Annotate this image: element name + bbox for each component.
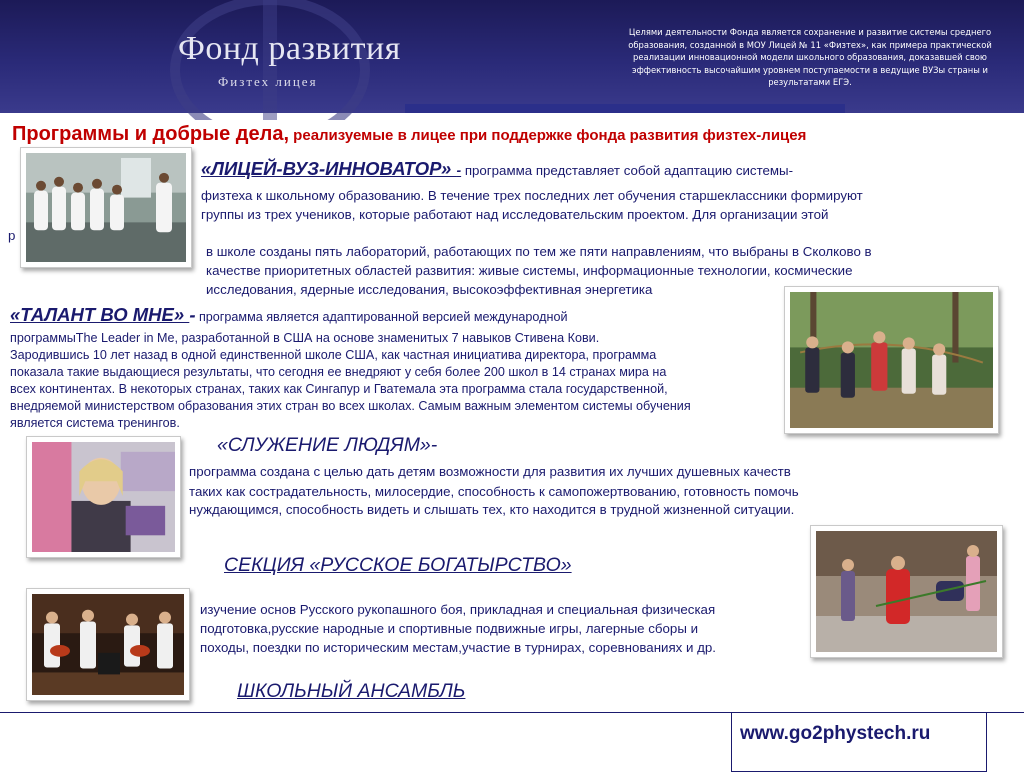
innovator-line-1: программа представляет собой адаптацию системы- [461,163,794,178]
service-dash: - [430,434,438,456]
talent-line-2: Зародившись 10 лет назад в одной единственной школе США, как частная инициатива директора, программа [10,348,657,362]
innovator-line-3: группы из трех учеников, которые работают над исследовательским проектом. Для организации этой [201,207,829,222]
photo-service [26,436,181,558]
bogatyr-image [816,531,997,652]
header-stripe [405,104,845,113]
fund-mission-text: Целями деятельности Фонда является сохранение и развитие системы среднего образования, созданной в МОУ Лицей № 11 «Физтех», как примера практической реализации инновационной модели школьного образования, доказавшей свою эффективность высочайшим уровнем поступаемости в ведущие ВУЗы страны и результатами ЕГЭ. [628,27,992,87]
bogatyr-line-3: походы, поездки по историческим местам,участие в турнирах, соревнованиях и др. [200,640,716,655]
talent-heading: «ТАЛАНТ ВО МНЕ» [10,304,190,325]
photo-ensemble [26,588,190,701]
innovator-heading: «ЛИЦЕЙ-ВУЗ-ИННОВАТОР» [201,158,457,179]
logo-sub-text: Физтех лицея [218,74,318,89]
innovator-line-6: исследования, ядерные исследования, высокоэффективная энергетика [206,282,653,297]
talent-line-5: внедряемой министерством образования этих стран во всех школах. Самым важным элементом системы обучения [10,399,691,413]
service-heading-wrap [217,434,437,457]
ensemble-image [32,594,184,695]
photo-bogatyr [810,525,1003,658]
innovator-line-4: в школе созданы пять лабораторий, работающих по тем же пяти направлениям, что выбраны в Сколково в [206,244,872,259]
fund-logo[interactable] [178,30,418,100]
logo-main-text: Фонд развития [178,30,401,67]
talent-dash: - [189,304,196,325]
talent-block [10,306,568,327]
photo-training-outdoor [784,286,999,434]
service-heading: «СЛУЖЕНИЕ ЛЮДЯМ» [217,434,431,456]
innovator-line-2: физтеха к школьному образованию. В течение трех последних лет обучения старшеклассники формируют [201,188,863,203]
talent-line-6: является система тренингов. [10,416,180,430]
bogatyr-line-2: подготовка,русские народные и спортивные подвижные игры, лагерные сборы и [200,621,699,636]
page-title [12,123,806,146]
header-banner [0,0,1024,113]
website-link-box[interactable] [731,712,987,772]
service-image [32,442,175,552]
innovator-cut-letter: р [8,228,16,243]
talent-line-3: показала такие выдающиеся результаты, что сегодня ее внедряют у себя более 200 школ в 14 странах мира на [10,365,667,379]
talent-line-1: программыThe Leader in Me, разработанной в США на основе знаменитых 7 навыков Стивена Кови. [10,331,600,345]
innovator-line-5: качестве приоритетных областей развития: живые системы, информационные технологии, космические [206,263,853,278]
talent-first-line: программа является адаптированной версией международной [195,310,568,324]
laboratory-image [26,153,186,262]
page-title-rest: реализуемые в лицее при поддержке фонда развития физтех-лицея [289,127,807,144]
website-link[interactable]: www.go2phystech.ru [740,723,931,744]
innovator-block [201,159,793,180]
talent-line-4: всех континентах. В некоторых странах, таких как Сингапур и Гватемала эта программа стала государственной, [10,382,668,396]
service-line-2: таких как сострадательность, милосердие, способность к самопожертвованию, готовность помочь [189,484,799,499]
innovator-dash: - [456,162,462,178]
ensemble-heading: ШКОЛЬНЫЙ АНСАМБЛЬ [237,680,466,702]
service-line-3: нуждающимся, способность видеть и слышать тех, кто находится в трудной жизненной ситуации. [189,502,795,517]
service-line-1: программа создана с целью дать детям возможности для развития их лучших душевных качеств [189,464,791,479]
photo-laboratory [20,147,192,268]
page-title-main: Программы и добрые дела, [12,123,290,145]
training-outdoor-image [790,292,993,428]
bogatyr-line-1: изучение основ Русского рукопашного боя, прикладная и специальная физическая [200,602,716,617]
bogatyr-heading: СЕКЦИЯ «РУССКОЕ БОГАТЫРСТВО» [224,554,572,576]
